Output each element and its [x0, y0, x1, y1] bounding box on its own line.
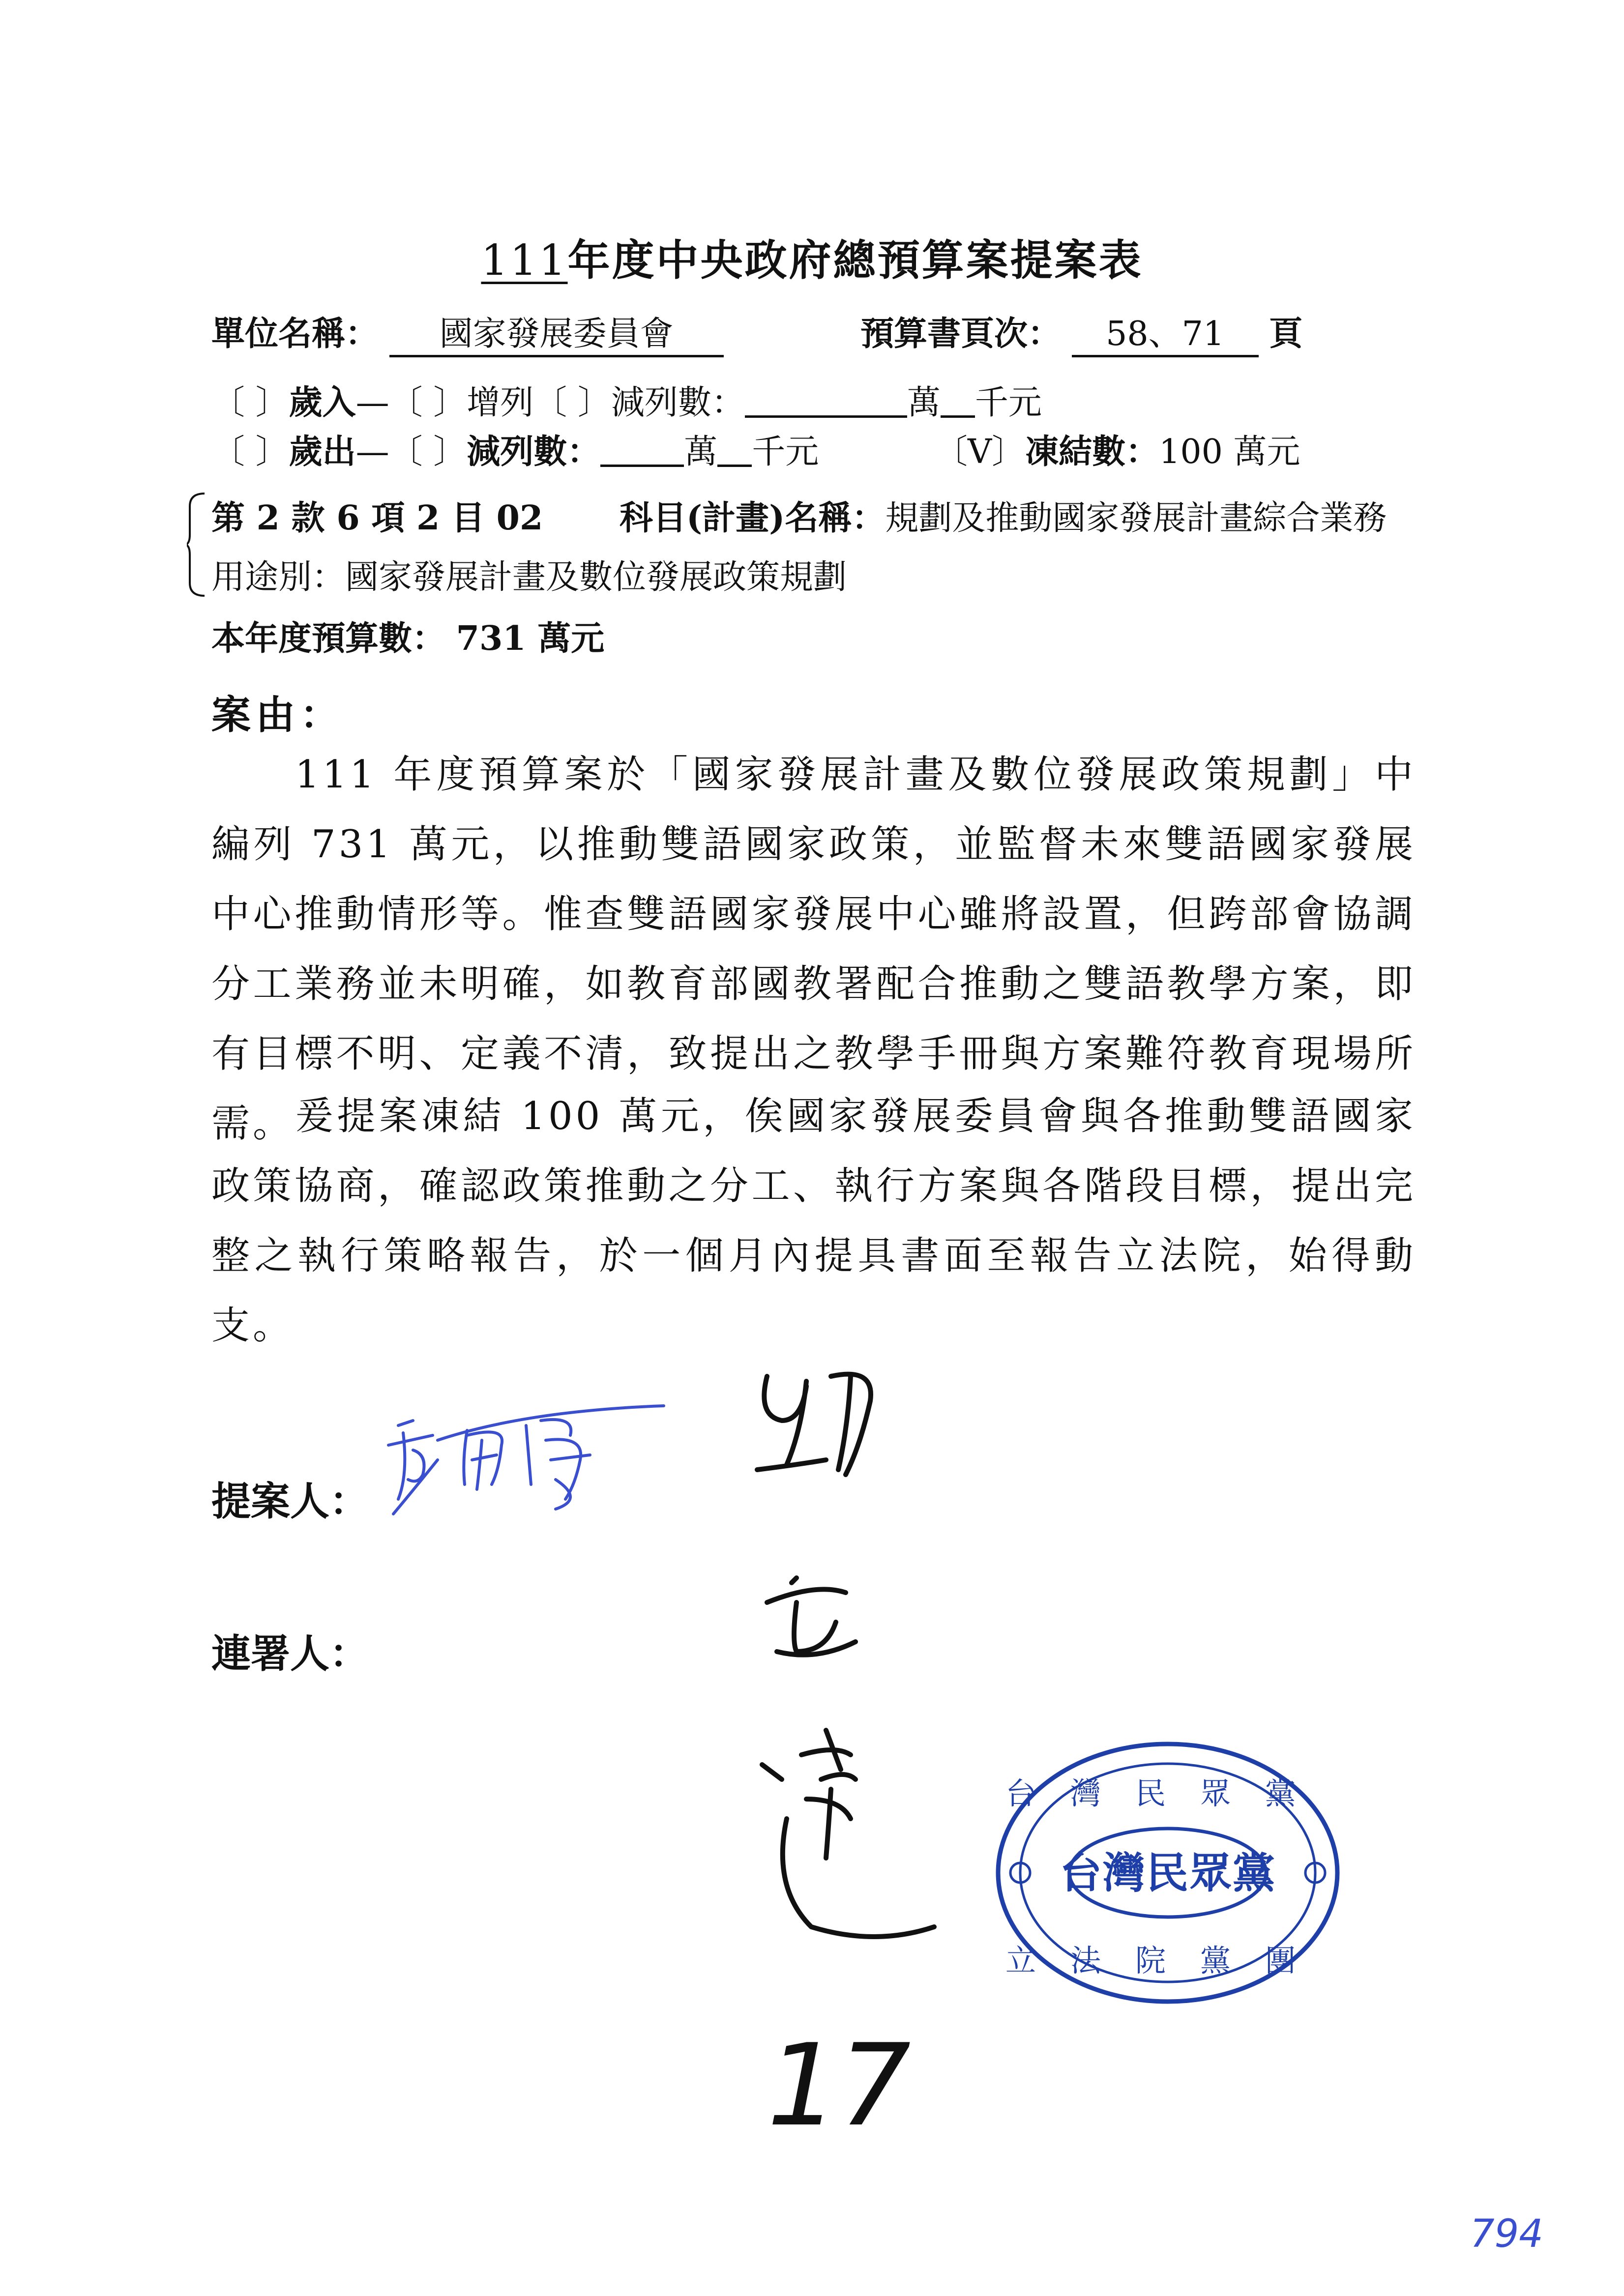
expenditure-decrease-bracket: 〔 〕: [389, 433, 467, 471]
page-title: [0, 226, 1624, 287]
revenue-blank-wan: [745, 386, 907, 418]
reason-label: 案由：: [211, 692, 344, 738]
expenditure-decrease-label: 減列數：: [467, 432, 601, 471]
subject-value: 規劃及推動國家發展計畫綜合業務: [885, 499, 1387, 538]
unit-row: [211, 307, 724, 357]
revenue-blank-qian: [941, 386, 975, 418]
party-stamp: [993, 1740, 1342, 2005]
revenue-dash: —: [355, 383, 389, 422]
expenditure-blank-wan: [600, 435, 684, 467]
expenditure-wan: 萬: [684, 433, 718, 471]
usage-row: [211, 551, 847, 598]
revenue-qian: 千元: [974, 383, 1042, 422]
proposer-signature: [379, 1386, 674, 1534]
title-year: 111: [481, 236, 568, 285]
expenditure-row: [211, 425, 819, 473]
reason-paragraph-2: 爰提案凍結 100 萬元，俟國家發展委員會與各推動雙語國家政策協商，確認政策推動之分工、執行方案與各階段目標，提出完整之執行策略報告，於一個月內提具書面至報告立法院，始得動支。: [211, 1094, 1416, 1348]
item-brace: [187, 492, 207, 597]
revenue-decrease: 〔 〕減列數：: [533, 383, 745, 422]
title-text: 年度中央政府總預算案提案表: [567, 235, 1143, 285]
cosigner-signature: [728, 1347, 964, 1986]
revenue-wan: 萬: [907, 383, 941, 422]
cosigner-label: 連署人：: [211, 1630, 369, 1677]
stamp-center-text: 台灣民眾黨: [1060, 1848, 1276, 1898]
revenue-increase: 〔 〕增列: [389, 383, 534, 422]
revenue-label: 歲入: [289, 383, 356, 422]
annual-budget-row: [211, 612, 604, 660]
freeze-bracket: 〔V〕: [934, 433, 1026, 471]
unit-label: 單位名稱：: [211, 314, 379, 353]
usage-label: 用途別：: [211, 558, 346, 597]
budget-page-label: 預算書頁次：: [860, 314, 1062, 353]
stamp-top-text: 台灣民眾黨: [1005, 1775, 1330, 1811]
expenditure-dash: —: [355, 433, 389, 471]
expenditure-bracket: 〔 〕: [211, 433, 289, 471]
freeze-row: [934, 425, 1300, 473]
budget-page-row: [860, 307, 1302, 357]
expenditure-qian: 千元: [752, 433, 819, 471]
handwritten-page-number: 17: [767, 2020, 911, 2151]
budget-page-suffix: 頁: [1269, 314, 1303, 353]
freeze-label: 凍結數：: [1025, 432, 1159, 471]
revenue-bracket: 〔 〕: [211, 383, 289, 422]
annual-budget-label: 本年度預算數：: [211, 619, 446, 658]
expenditure-label: 歲出: [289, 432, 356, 471]
revenue-row: [211, 376, 1042, 424]
item-code: 第 2 款 6 項 2 目 02: [211, 498, 543, 538]
proposer-label: 提案人：: [211, 1478, 369, 1524]
usage-value: 國家發展計畫及數位發展政策規劃: [345, 558, 847, 597]
stamp-bottom-text: 立法院黨團: [1005, 1943, 1330, 1978]
reason-paragraph-1: 111 年度預算案於「國家發展計畫及數位發展政策規劃」中編列 731 萬元，以推動雙語國家政策，並監督未來雙語國家發展中心推動情形等。惟查雙語國家發展中心雖將設置，但跨部會協調分工業務並未明確，如教育部國教署配合推動之雙語教學方案，即有目標不明、定義不清，致提出之教學手冊與方案難符教育現場所需。: [211, 753, 1416, 1146]
subject-label: 科目(計畫)名稱：: [620, 498, 886, 538]
budget-page-value: 58、71: [1072, 316, 1259, 357]
expenditure-blank-qian: [717, 435, 752, 467]
item-code-row: [211, 492, 543, 539]
annual-budget-value: 731 萬元: [456, 619, 605, 658]
handwritten-corner-number: 794: [1470, 2212, 1543, 2256]
subject-row: [620, 492, 1387, 539]
unit-value: 國家發展委員會: [389, 316, 724, 357]
freeze-value: 100 萬元: [1159, 433, 1300, 471]
